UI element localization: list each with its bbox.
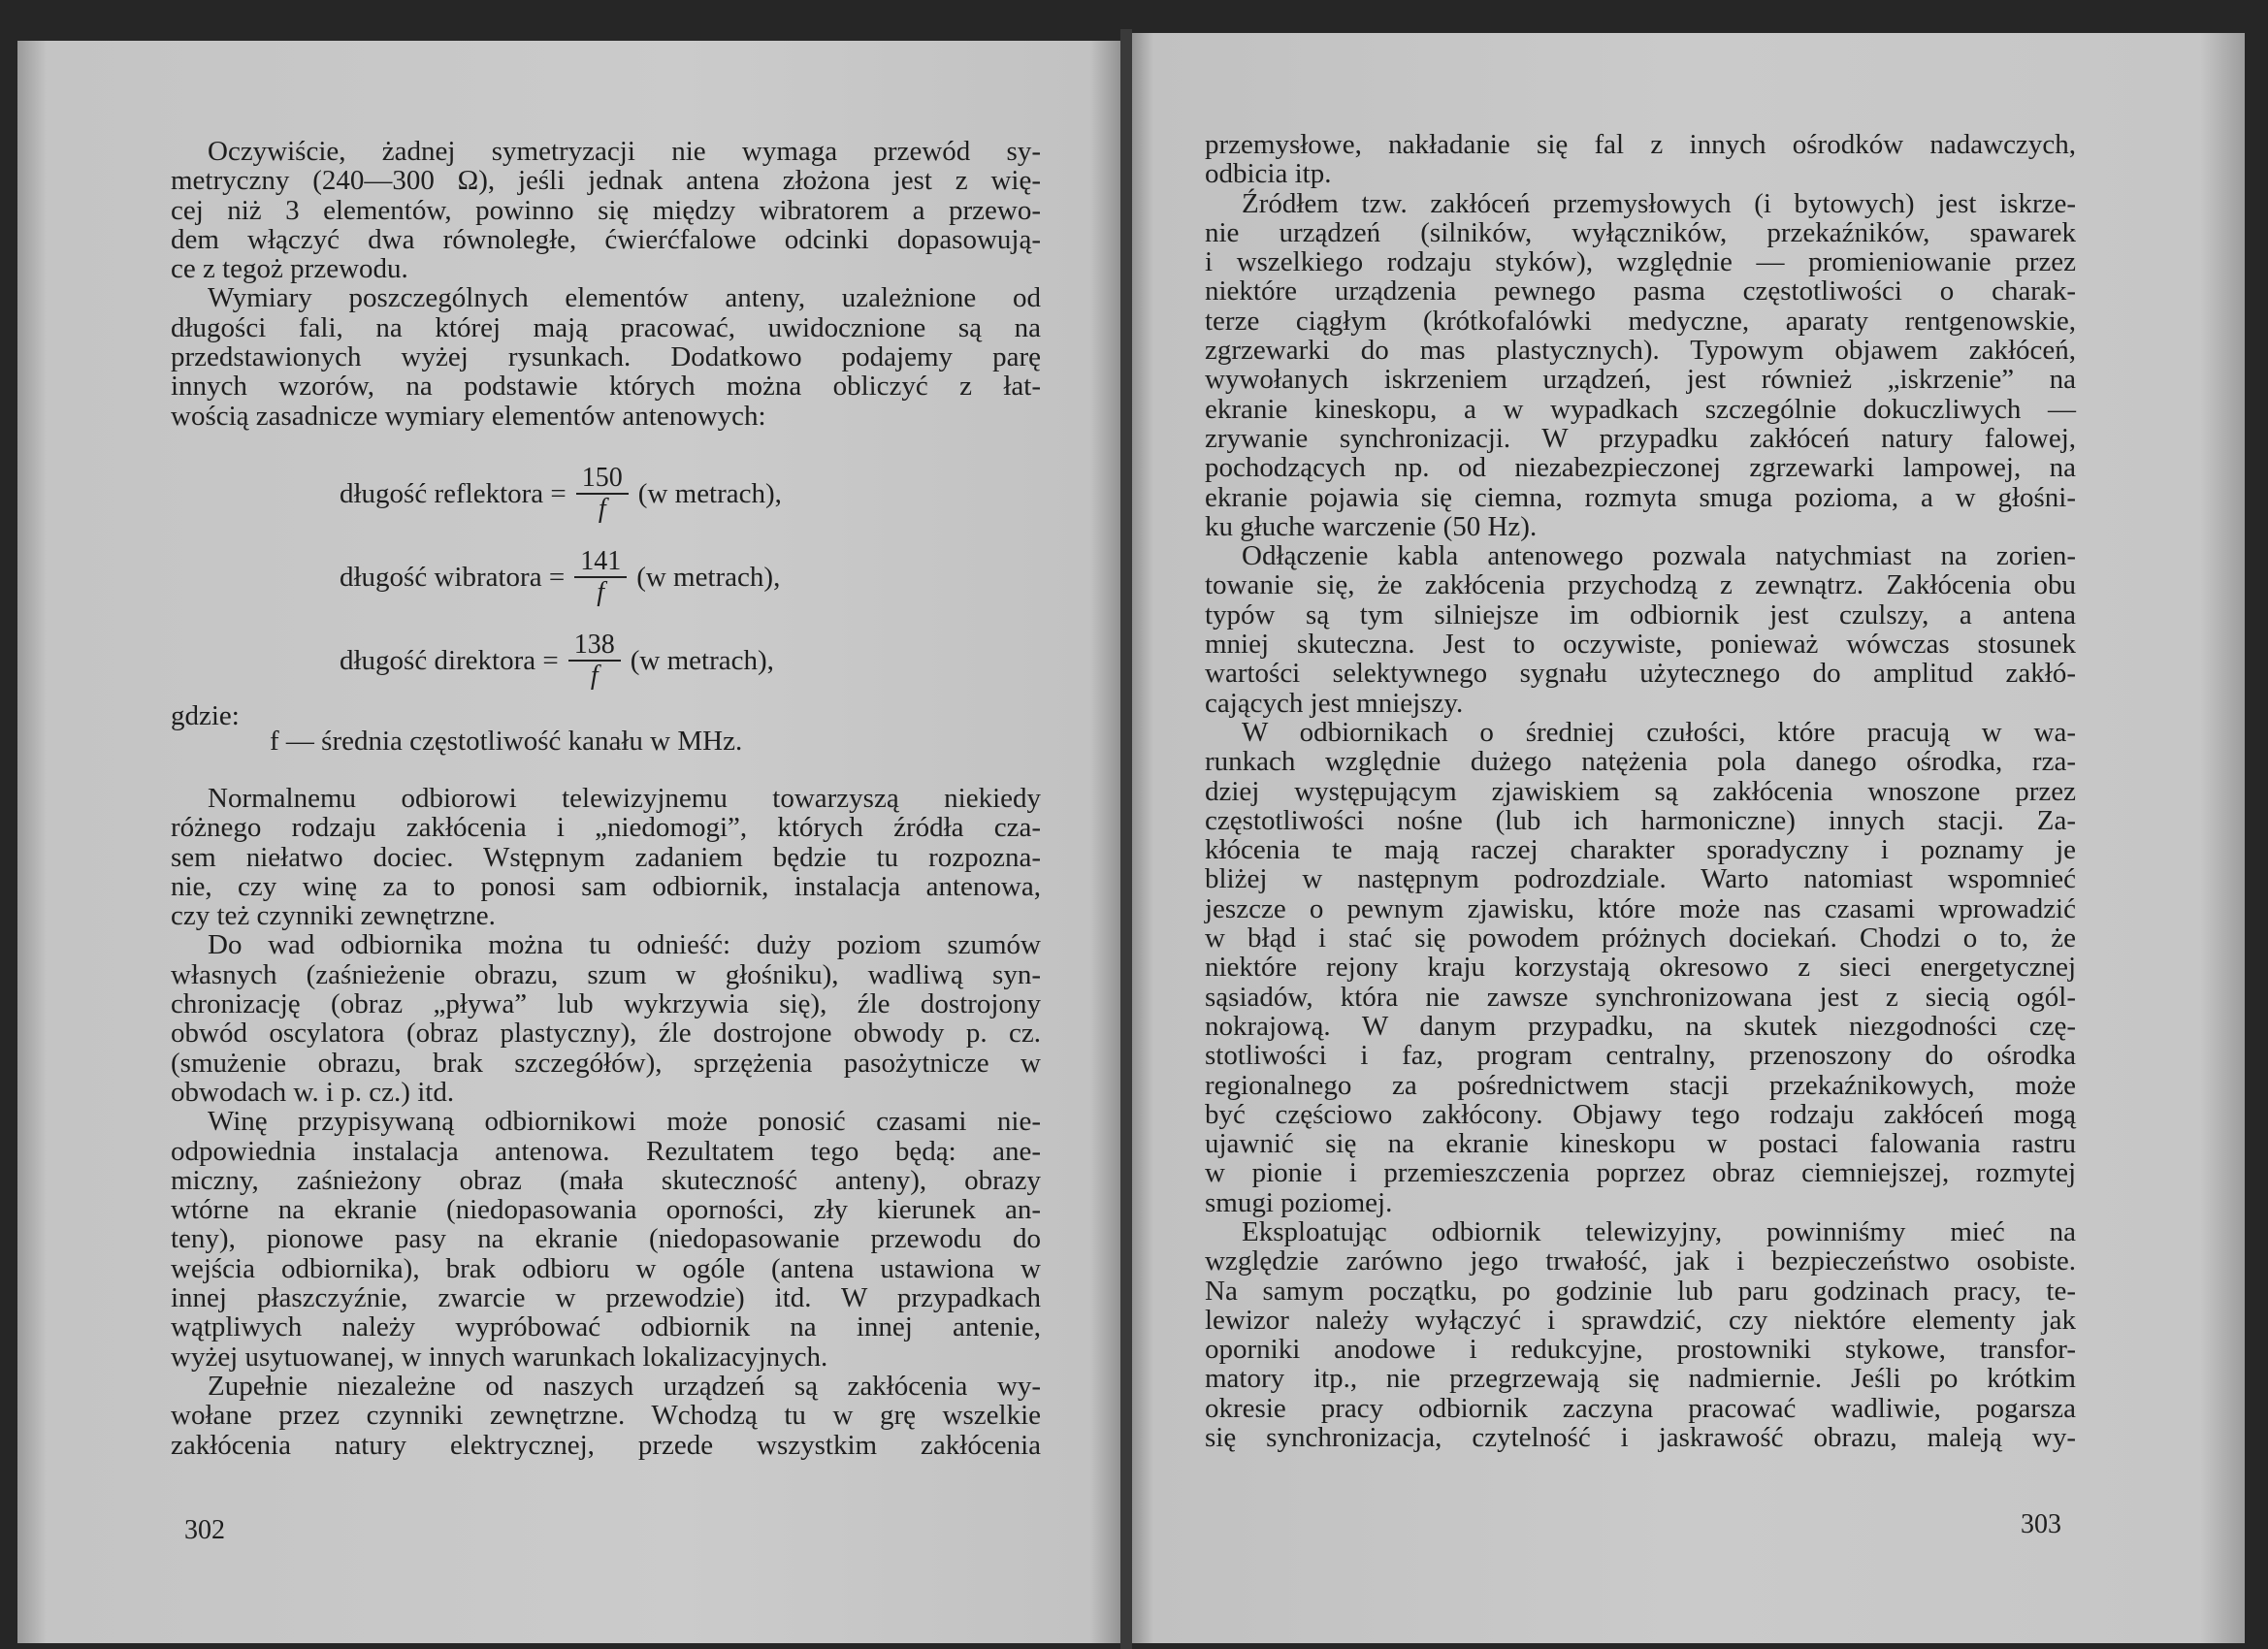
text-line: czy też czynniki zewnętrzne. [171,900,496,932]
text-line: Zupełnie niezależne od naszych urządzeń są zakłócenia wy- [208,1370,1041,1402]
numerator: 141 [574,547,627,578]
paragraph [1205,1217,2076,1452]
text-line: nie urządzeń (silników, wyłączników, przekaźników, spawarek [1205,216,2076,248]
text-line: ku głuche warczenie (50 Hz). [1205,510,1538,542]
text-line: runkach względnie dużego natężenia pola danego ośrodka, rza- [1205,746,2076,778]
text-line: wątpliwych należy wypróbować odbiornik na innej antenie, [171,1311,1041,1343]
text-line: Normalnemu odbiorowi telewizyjnemu towarzyszą niekiedy [208,783,1041,814]
text-line: wyżej usytuowanej, w innych warunkach lokalizacyjnych. [171,1341,828,1373]
formula-label: długość wibratora = [340,561,566,593]
text-line: niektóre rejony kraju korzystają okresowo z sieci energetycznej [1205,952,2076,984]
page-number-right: 303 [2021,1509,2061,1539]
left-top-text [171,137,1041,431]
numerator: 138 [568,630,621,662]
fraction [568,630,621,691]
left-bottom-text [171,785,1041,1461]
text-line: Odłączenie kabla antenowego pozwala natychmiast na zorien- [1242,540,2076,572]
text-line: matory itp., nie przegrzewają się nadmiernie. Jeśli po krótkim [1205,1363,2076,1395]
text-line: wołane przez czynniki zewnętrzne. Wchodzą tu w grę wszelkie [171,1400,1041,1432]
text-line: wejścia odbiornika), brak odbioru w ogóle (antena ustawiona w [171,1252,1041,1284]
paragraph [1205,718,2076,1217]
text-line: zrywanie synchronizacji. W przypadku zakłóceń natury falowej, [1205,422,2076,454]
text-line: obwodach w. i p. cz.) itd. [171,1076,455,1108]
text-line: sem niełatwo dociec. Wstępnym zadaniem będzie tu rozpozna- [171,841,1041,873]
text-line: odbicia itp. [1205,158,1332,190]
text-line: w błąd i stać się powodem próżnych dociekań. Chodzi o to, że [1205,922,2076,954]
text-line: metryczny (240—300 Ω), jeśli jednak antena złożona jest z wię- [171,165,1041,197]
text-line: okresie pracy odbiornik zaczyna pracować wadliwie, pogarsza [1205,1392,2076,1424]
fraction [574,547,627,607]
text-line: pochodzących np. od niezabezpieczonej zgrzewarki lampowej, na [1205,452,2076,484]
text-line: terze ciągłym (krótkofalówki medyczne, aparaty rentgenowskie, [1205,305,2076,337]
paragraph [1205,130,2076,189]
formula-label: długość direktora = [340,644,559,676]
text-line: Oczywiście, żadnej symetryzacji nie wymaga przewód sy- [208,136,1041,167]
text-line: Wymiary poszczególnych elementów anteny, uzależnione od [208,282,1041,314]
text-line: wywołanych iskrzeniem urządzeń, jest również „iskrzenie” na [1205,364,2076,396]
right-text [1205,130,2076,1452]
text-line: regionalnego za pośrednictwem stacji przekaźnikowych, może [1205,1069,2076,1101]
paragraph [171,1370,1041,1461]
text-line: mniej skuteczna. Jest to oczywiste, ponieważ wówczas stosunek [1205,629,2076,661]
text-line: odpowiednia instalacja antenowa. Rezultatem tego będą: ane- [171,1135,1041,1167]
text-line: wtórne na ekranie (niedopasowania oporności, zły kierunek an- [171,1194,1041,1226]
denominator: f [598,494,606,524]
text-line: bliżej w następnym podrozdziale. Warto natomiast wspomnieć [1205,863,2076,895]
text-line: różnego rodzaju zakłócenia i „niedomogi”, których źródła cza- [171,812,1041,844]
text-line: W odbiornikach o średniej czułości, które pracują w wa- [1242,716,2076,748]
text-line: sąsiadów, która nie zawsze synchronizowana jest z siecią ogól- [1205,981,2076,1013]
text-line: przemysłowe, nakładanie się fal z innych ośrodków nadawczych, [1205,129,2076,160]
text-line: nokrajową. W danym przypadku, na skutek niezgodności czę- [1205,1010,2076,1042]
paragraph [171,1108,1041,1373]
denominator: f [590,661,599,691]
formula-reflektor [340,464,782,524]
numerator: 150 [576,464,629,495]
text-line: własnych (zaśnieżenie obrazu, szum w głośniku), wadliwą syn- [171,958,1041,990]
text-line: lewizor należy wyłączyć i sprawdzić, czy niektóre elementy jak [1205,1304,2076,1336]
text-line: Eksploatując odbiornik telewizyjny, powinniśmy mieć na [1242,1215,2076,1247]
text-line: być częściowo zakłócony. Objawy tego rodzaju zakłóceń mogą [1205,1098,2076,1130]
text-line: niektóre urządzenia pewnego pasma częstotliwości o charak- [1205,275,2076,307]
text-line: innych wzorów, na podstawie których można obliczyć z łat- [171,371,1041,403]
text-line: chronizację (obraz „pływa” lub wykrzywia się), źle dostrojony [171,988,1041,1020]
book-gutter [1120,29,1132,1649]
text-line: długości fali, na której mają pracować, uwidocznione są na [171,311,1041,343]
text-line: typów są tym silniejsze im odbiornik jest czulszy, a antena [1205,598,2076,630]
where-label: gdzie: [171,700,240,731]
text-line: dziej występującym zjawiskiem są zakłócenia wnoszone przez [1205,775,2076,807]
text-line: w pionie i przemieszczenia poprzez obraz ciemniejszej, rozmytej [1205,1157,2076,1189]
text-line: innej płaszczyźnie, zwarcie w przewodzie) itd. W przypadkach [171,1282,1041,1314]
where-definition: f — średnia częstotliwość kanału w MHz. [270,726,743,757]
text-line: oporniki anodowe i redukcyjne, prostowniki stykowe, transfor- [1205,1334,2076,1366]
paragraph [171,283,1041,430]
text-line: przedstawionych wyżej rysunkach. Dodatkowo podajemy parę [171,341,1041,373]
text-line: towanie się, że zakłócenia przychodzą z zewnątrz. Zakłócenia obu [1205,569,2076,601]
text-line: zakłócenia natury elektrycznej, przede wszystkim zakłócenia [171,1429,1041,1461]
text-line: stotliwości i faz, program centralny, przenoszony do ośrodka [1205,1040,2076,1072]
text-line: smugi poziomej. [1205,1186,1393,1218]
paragraph [1205,189,2076,542]
formula-direktor [340,630,774,691]
text-line: zgrzewarki do mas plastycznych). Typowym objawem zakłóceń, [1205,335,2076,367]
text-line: ce z tegoż przewodu. [171,253,408,285]
text-line: wością zasadnicze wymiary elementów antenowych: [171,400,766,432]
text-line: teny), pionowe pasy na ekranie (niedopasowanie przewodu do [171,1223,1041,1255]
text-line: wartości selektywnego sygnału użytecznego do amplitud zakłó- [1205,658,2076,690]
text-line: ujawnić się na ekranie kineskopu w postaci falowania rastru [1205,1128,2076,1160]
paragraph [171,931,1041,1108]
text-line: obwód oscylatora (obraz plastyczny), źle dostrojone obwody p. cz. [171,1018,1041,1050]
text-line: cej niż 3 elementów, powinno się między wibratorem a przewo- [171,194,1041,226]
text-line: ekranie pojawia się ciemna, rozmyta smuga pozioma, a w głośni- [1205,481,2076,513]
text-line: kłócenia te mają raczej charakter sporadyczny i poznamy je [1205,834,2076,866]
text-line: się synchronizacja, czytelność i jaskrawość obrazu, maleją wy- [1205,1422,2076,1454]
paragraph [171,137,1041,283]
text-line: dem włączyć dwa równoległe, ćwierćfalowe odcinki dopasowują- [171,223,1041,255]
paragraph [1205,541,2076,718]
formula-unit: (w metrach), [637,477,782,509]
page-number-left: 302 [184,1515,225,1545]
text-line: Źródłem tzw. zakłóceń przemysłowych (i bytowych) jest iskrze- [1242,187,2076,219]
text-line: nie, czy winę za to ponosi sam odbiornik, instalacja antenowa, [171,870,1041,902]
text-line: jeszcze o pewnym zjawisku, które może nas czasami wprowadzić [1205,892,2076,924]
text-line: Winę przypisywaną odbiornikowi może ponosić czasami nie- [208,1106,1041,1138]
text-line: i wszelkiego rodzaju styków), względnie — promieniowanie przez [1205,246,2076,278]
denominator: f [597,577,605,607]
fraction [576,464,629,524]
text-line: (smużenie obrazu, brak szczegółów), sprzężenia pasożytnicze w [171,1047,1041,1079]
text-line: częstotliwości nośne (lub ich harmoniczne) innych stacji. Za- [1205,804,2076,836]
formula-unit: (w metrach), [630,644,774,676]
text-line: Na samym początku, po godzinie lub paru godzinach pracy, te- [1205,1275,2076,1307]
text-line: względzie zarówno jego trwałość, jak i bezpieczeństwo osobiste. [1205,1245,2076,1277]
text-line: cających jest mniejszy. [1205,687,1464,719]
formula-wibrator [340,547,780,607]
formula-label: długość reflektora = [340,477,567,509]
text-line: ekranie kineskopu, a w wypadkach szczególnie dokuczliwych — [1205,393,2076,425]
formula-unit: (w metrach), [636,561,781,593]
text-line: miczny, zaśnieżony obraz (mała skuteczność anteny), obrazy [171,1164,1041,1196]
text-line: Do wad odbiornika można tu odnieść: duży poziom szumów [208,929,1041,961]
paragraph [171,785,1041,931]
